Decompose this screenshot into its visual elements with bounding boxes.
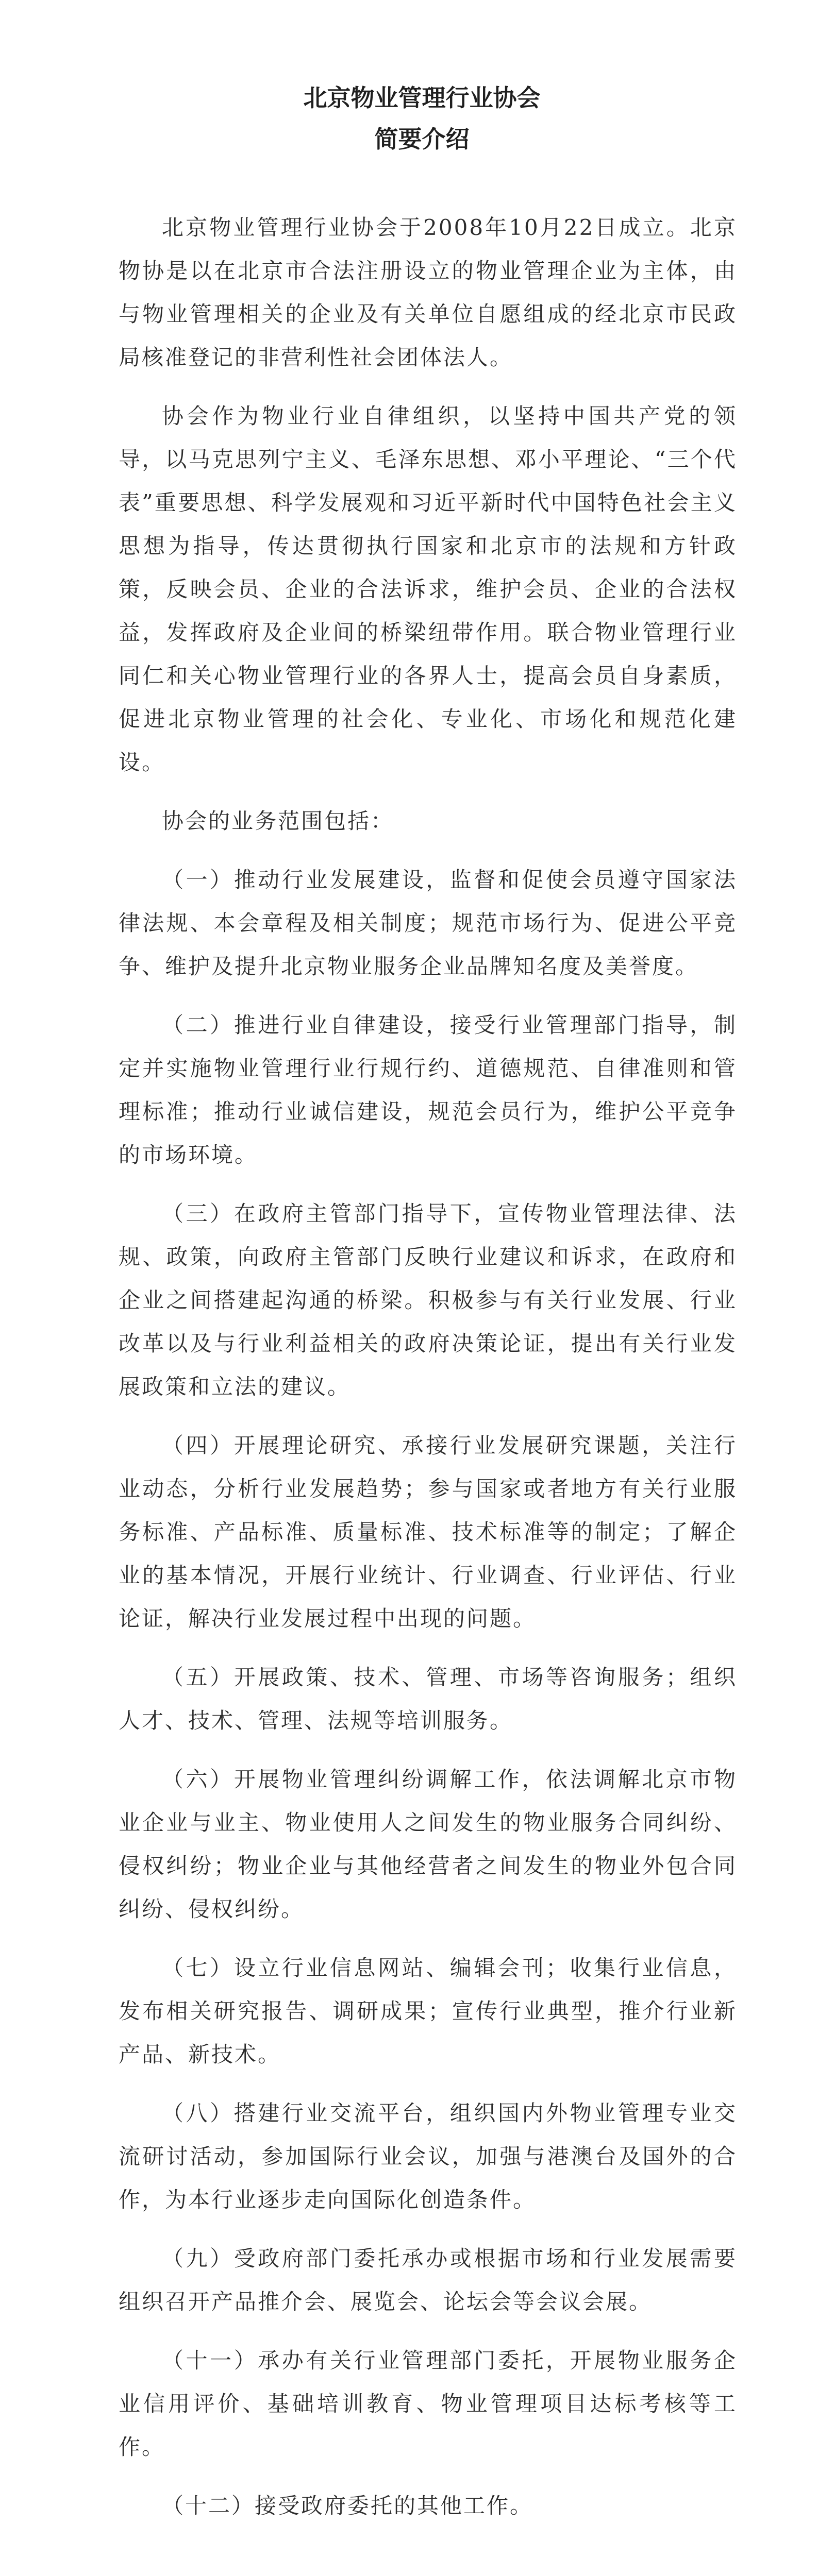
paragraph-scope-heading: 协会的业务范围包括： xyxy=(162,808,394,834)
paragraph-scope-item-2: （二）推进行业自律建设，接受行业管理部门指导，制定并实施物业管理行业行规行约、道德规范、自律准则和管理标准；推动行业诚信建设，规范会员行为，维护公平竞争的市场环境。 xyxy=(119,1012,737,1167)
paragraph-scope-item-12: （十二）接受政府委托的其他工作。 xyxy=(162,2493,533,2518)
paragraph-scope-item-1: （一）推动行业发展建设，监督和促使会员遵守国家法律法规、本会章程及相关制度；规范市场行为、促进公平竞争、维护及提升北京物业服务企业品牌知名度及美誉度。 xyxy=(119,867,737,979)
document-subtitle: 简要介绍 xyxy=(374,125,470,153)
paragraph-mission: 协会作为物业行业自律组织，以坚持中国共产党的领导，以马克思列宁主义、毛泽东思想、邓小平理论、“三个代表”重要思想、科学发展观和习近平新时代中国特色社会主义思想为指导，传达贯彻执行国家和北京市的法规和方针政策，反映会员、企业的合法诉求，维护会员、企业的合法权益，发挥政府及企业间的桥梁纽带作用。联合物业管理行业同仁和关心物业管理行业的各界人士，提高会员自身素质，促进北京物业管理的社会化、专业化、市场化和规范化建设。 xyxy=(119,403,737,775)
paragraph-scope-item-5: （五）开展政策、技术、管理、市场等咨询服务；组织人才、技术、管理、法规等培训服务。 xyxy=(119,1665,737,1733)
paragraph-scope-item-3: （三）在政府主管部门指导下，宣传物业管理法律、法规、政策，向政府主管部门反映行业建议和诉求，在政府和企业之间搭建起沟通的桥梁。积极参与有关行业发展、行业改革以及与行业利益相关的政府决策论证，提出有关行业发展政策和立法的建议。 xyxy=(119,1201,737,1399)
document-title: 北京物业管理行业协会 xyxy=(303,84,541,112)
paragraph-scope-item-7: （七）设立行业信息网站、编辑会刊；收集行业信息，发布相关研究报告、调研成果；宣传行业典型，推介行业新产品、新技术。 xyxy=(119,1955,737,2067)
paragraph-scope-item-8: （八）搭建行业交流平台，组织国内外物业管理专业交流研讨活动，参加国际行业会议，加强与港澳台及国外的合作，为本行业逐步走向国际化创造条件。 xyxy=(119,2100,737,2212)
paragraph-scope-item-11: （十一）承办有关行业管理部门委托，开展物业服务企业信用评价、基础培训教育、物业管理项目达标考核等工作。 xyxy=(119,2348,737,2460)
paragraph-scope-item-4: （四）开展理论研究、承接行业发展研究课题，关注行业动态，分析行业发展趋势；参与国家或者地方有关行业服务标准、产品标准、质量标准、技术标准等的制定；了解企业的基本情况，开展行业统计、行业调查、行业评估、行业论证，解决行业发展过程中出现的问题。 xyxy=(119,1433,737,1631)
paragraph-scope-item-6: （六）开展物业管理纠纷调解工作，依法调解北京市物业企业与业主、物业使用人之间发生的物业服务合同纠纷、侵权纠纷；物业企业与其他经营者之间发生的物业外包合同纠纷、侵权纠纷。 xyxy=(119,1767,737,1922)
paragraph-scope-item-9: （九）受政府部门委托承办或根据市场和行业发展需要组织召开产品推介会、展览会、论坛会等会议会展。 xyxy=(119,2246,737,2314)
paragraph-intro: 北京物业管理行业协会于2008年10月22日成立。北京物协是以在北京市合法注册设立的物业管理企业为主体，由与物业管理相关的企业及有关单位自愿组成的经北京市民政局核准登记的非营利性社会团体法人。 xyxy=(119,215,737,370)
document-body xyxy=(119,206,741,2528)
